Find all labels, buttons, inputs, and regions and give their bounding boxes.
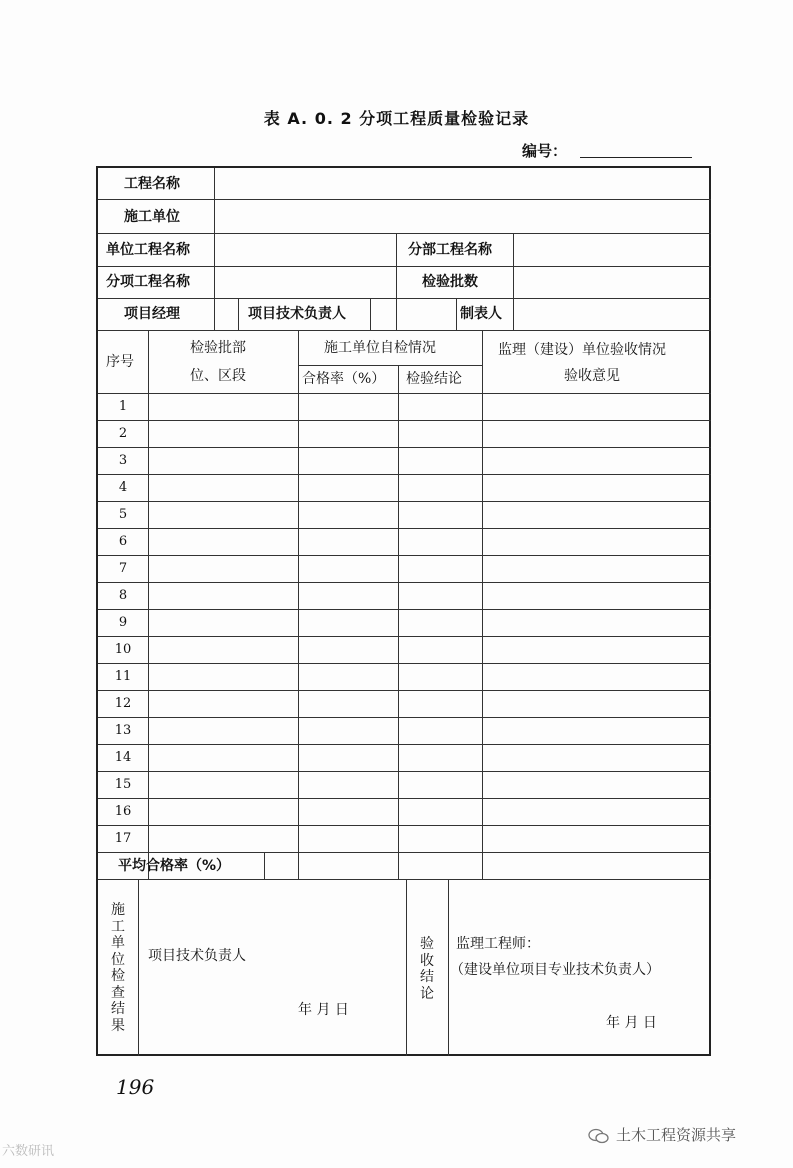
code-label: 编号： [522, 142, 568, 160]
row-number: 6 [118, 534, 128, 549]
row-number: 11 [114, 669, 132, 684]
row-number: 4 [118, 480, 128, 495]
row-number: 14 [114, 750, 132, 765]
acceptance-conclusion-label: 验收结论 [420, 936, 434, 1002]
batch-part-header-line1: 检验批部 [190, 340, 246, 356]
average-pass-rate-label: 平均合格率（%） [118, 858, 231, 874]
supervision-header-line2: 验收意见 [564, 368, 620, 384]
row-number: 12 [114, 696, 132, 711]
subitem-project-name-label: 分项工程名称 [106, 274, 190, 290]
table-title: 表 A. 0. 2 分项工程质量检验记录 [263, 109, 530, 128]
division-project-name-label: 分部工程名称 [408, 242, 492, 258]
row-number: 13 [114, 723, 132, 738]
watermark-right [588, 1124, 736, 1145]
row-number: 8 [118, 588, 128, 603]
page-number: 196 [116, 1075, 155, 1099]
row-number: 9 [118, 615, 128, 630]
pass-rate-header: 合格率（%） [302, 371, 386, 387]
construction-unit-label: 施工单位 [124, 209, 180, 225]
construction-check-result-label: 施工单位检查结果 [111, 902, 125, 1034]
row-number: 10 [114, 642, 132, 657]
supervising-engineer-label: 监理工程师： [456, 936, 540, 952]
row-number: 15 [114, 777, 132, 792]
footer-date-right: 年 月 日 [606, 1015, 657, 1031]
row-number: 7 [118, 561, 128, 576]
unit-project-name-label: 单位工程名称 [106, 242, 190, 258]
inspection-record-table [96, 166, 711, 1056]
project-manager-label: 项目经理 [124, 306, 180, 322]
tabulator-label: 制表人 [460, 306, 502, 322]
row-number: 3 [118, 453, 128, 468]
inspection-batch-count-label: 检验批数 [422, 274, 478, 290]
owner-leader-label: （建设单位项目专业技术负责人） [450, 962, 660, 978]
wechat-icon [588, 1128, 610, 1144]
self-check-header: 施工单位自检情况 [324, 340, 436, 356]
footer-technical-leader-label: 项目技术负责人 [148, 948, 246, 964]
supervision-header-line1: 监理（建设）单位验收情况 [498, 342, 666, 358]
row-number: 2 [118, 426, 128, 441]
code-input-line[interactable] [580, 157, 692, 158]
row-number: 17 [114, 831, 132, 846]
watermark-left [2, 1140, 54, 1159]
technical-leader-label: 项目技术负责人 [248, 306, 346, 322]
watermark-left-text: 六数研讯 [2, 1144, 55, 1159]
footer-date-left: 年 月 日 [298, 1002, 349, 1018]
conclusion-header: 检验结论 [406, 371, 462, 387]
row-number: 5 [118, 507, 128, 522]
project-name-label: 工程名称 [124, 176, 180, 192]
row-number: 1 [118, 399, 128, 414]
batch-part-header-line2: 位、区段 [190, 368, 246, 384]
row-number: 16 [114, 804, 132, 819]
watermark-right-text: 土木工程资源共享 [616, 1126, 737, 1144]
serial-header: 序号 [106, 354, 134, 370]
